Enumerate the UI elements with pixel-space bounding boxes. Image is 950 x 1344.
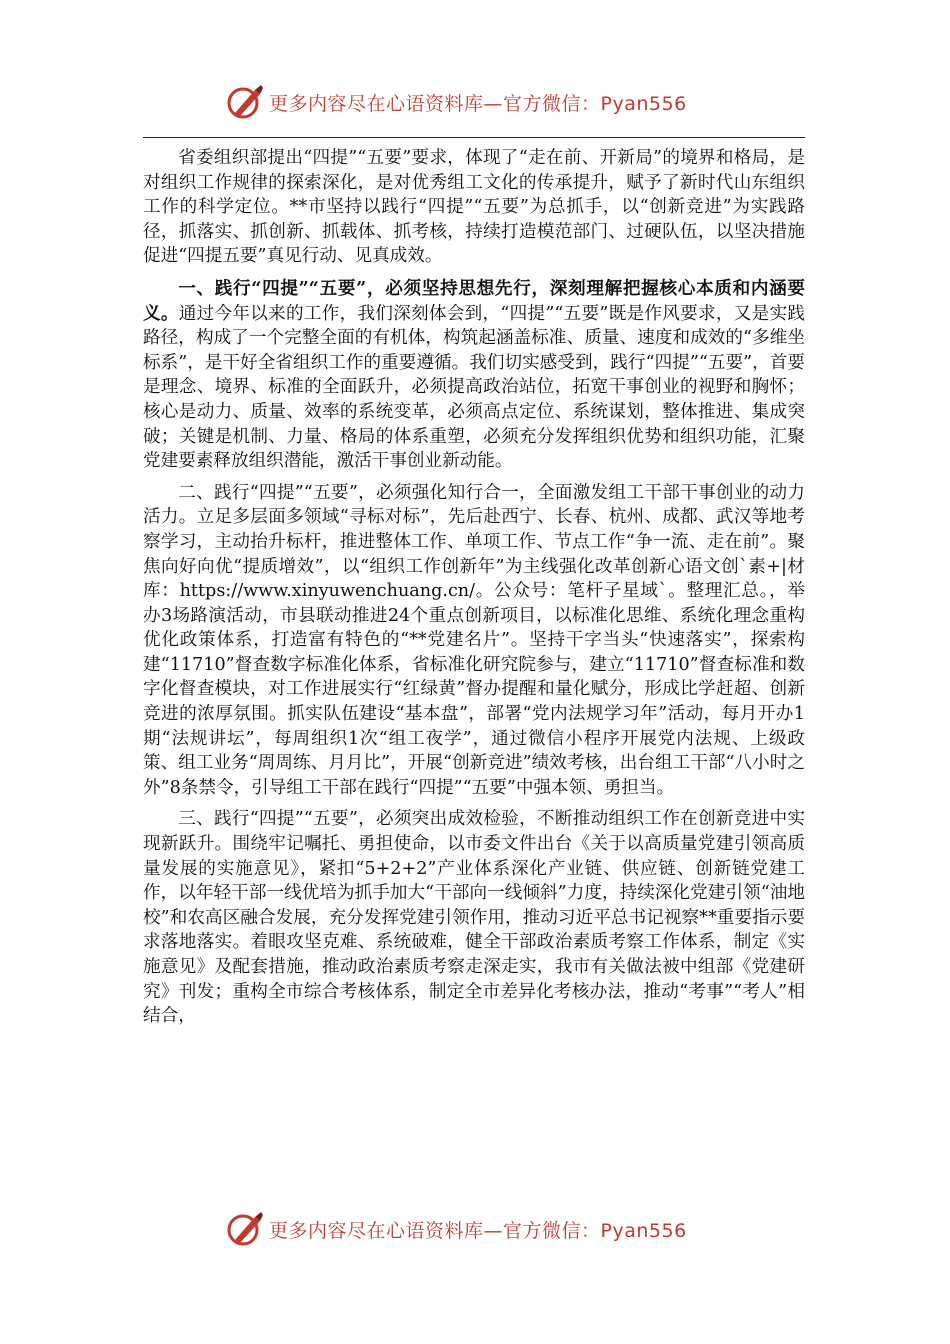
document-body [143,146,805,1036]
paragraph-text: 省委组织部提出“四提”“五要”要求，体现了“走在前、开新局”的境界和格局，是对组织工作规律的探索深化，是对优秀组工文化的传承提升，赋予了新时代山东组织工作的科学定位。**市坚持以践行“四提”“五要”为总抓手，以“创新竞进”为实践路径，抓落实、抓创新、抓载体、抓考核，持续打造模范部门、过硬队伍，以坚决措施促进“四提五要”真见行动、见真成效。 [143,148,805,267]
paragraph-text: 通过今年以来的工作，我们深刻体会到，“四提”“五要”既是作风要求，又是实践路径，构成了一个完整全面的有机体，构筑起涵盖标准、质量、速度和成效的“多维坐标系”，是干好全省组织工作的重要遵循。我们切实感受到，践行“四提”“五要”，首要是理念、境界、标准的全面跃升，必须提高政治站位，拓宽干事创业的视野和胸怀；核心是动力、质量、效率的系统变革，必须高点定位、系统谋划，整体推进、集成突破；关键是机制、力量、格局的体系重塑，必须充分发挥组织优势和组织功能，汇聚党建要素释放组织潜能，激活干事创业新动能。 [143,303,805,472]
banner-text[interactable]: 更多内容尽在心语资料库—官方微信：Pyan556 [269,92,687,115]
pen-nib-circle-icon [225,82,265,122]
paragraph-text: 二、践行“四提”“五要”，必须强化知行合一，全面激发组工干部干事创业的动力活力。立足多层面多领域“寻标对标”，先后赴西宁、长春、杭州、成都、武汉等地考察学习，主动抬升标杆，推进整体工作、单项工作、节点工作“争一流、走在前”。聚焦向好向优“提质增效”，以“组织工作创新年”为主线强化改革创新心语文创`素+|材库：https://www.xinyuwenchuang.cn/。公众号：笔杆子星域`。整理汇总。，举办3场路演活动，市县联动推进24个重点创新项目，以标准化思维、系统化理念重构优化政策体系，打造富有特色的“**党建名片”。坚持干字当头“快速落实”，探索构建“11710”督查数字标准化体系，省标准化研究院参与，建立“11710”督查标准和数字化督查模块，对工作进展实行“红绿黄”督办提醒和量化赋分，形成比学赶超、创新竞进的浓厚氛围。抓实队伍建设“基本盘”，部署“党内法规学习年”活动，每月开办1期“法规讲坛”，每周组织1次“组工夜学”，通过微信小程序开展党内法规、上级政策、组工业务“周周练、月月比”，开展“创新竞进”绩效考核，出台组工干部“八小时之外”8条禁令，引导组工干部在践行“四提”“五要”中强本领、勇担当。 [143,482,805,798]
pen-nib-circle-icon [225,1209,265,1249]
paragraph-section-2 [143,481,805,801]
header-divider [143,137,805,138]
section-heading: 一、践行“四提”“五要”，必须坚持思想先行，深刻理解把握核心本质和内涵要义。 [143,277,805,324]
paragraph-intro [143,146,805,269]
paragraph-text: 三、践行“四提”“五要”，必须突出成效检验，不断推动组织工作在创新竞进中实现新跃升。围绕牢记嘱托、勇担使命，以市委文件出台《关于以高质量党建引领高质量发展的实施意见》，紧扣“5+2+2”产业体系深化产业链、供应链、创新链党建工作，以年轻干部一线优培为抓手加大“干部向一线倾斜”力度，持续深化党建引领“油地校”和农高区融合发展，充分发挥党建引领作用，推动习近平总书记视察**重要指示要求落地落实。着眼攻坚克难、系统破难，健全干部政治素质考察工作体系，制定《实施意见》及配套措施，推动政治素质考察走深走实，我市有关做法被中组部《党建研究》刊发；重构全市综合考核体系，制定全市差异化考核办法，推动“考事”“考人”相结合， [143,809,805,1027]
footer-banner [225,1209,745,1249]
paragraph-section-1 [143,277,805,474]
paragraph-section-3 [143,807,805,1028]
banner-text[interactable]: 更多内容尽在心语资料库—官方微信：Pyan556 [269,1219,687,1242]
header-banner [225,82,745,122]
